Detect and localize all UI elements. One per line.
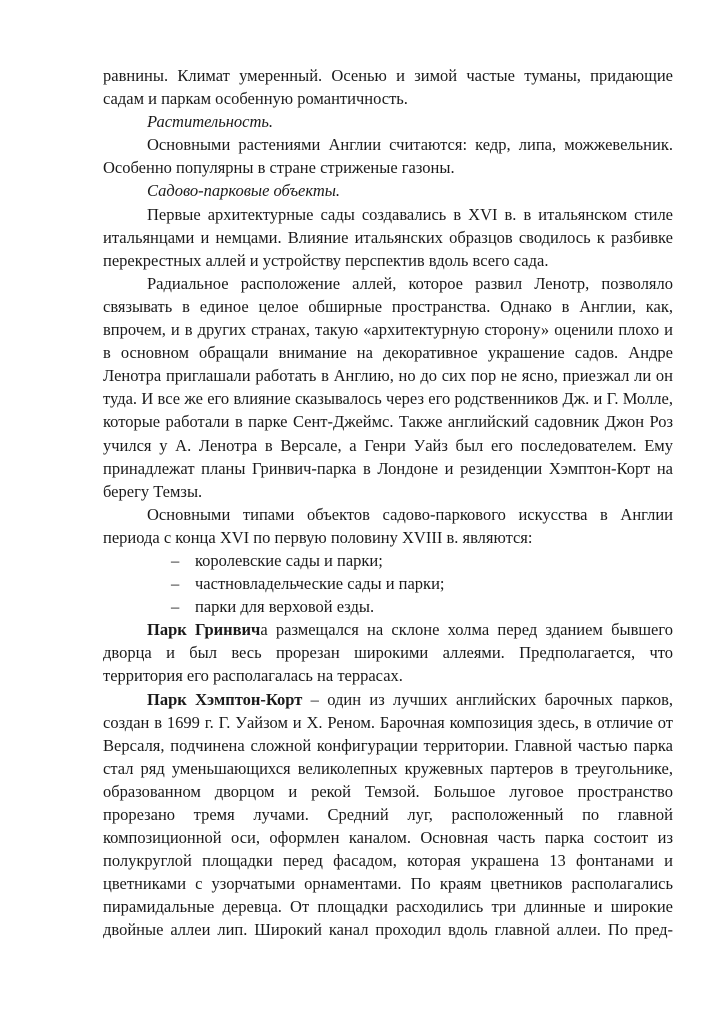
heading-vegetation: Растительность.: [147, 112, 274, 132]
list-item-text: парки для верховой езды.: [195, 597, 375, 617]
list-item-text: королевские сады и парки;: [195, 550, 383, 570]
list-item: [171, 549, 673, 572]
paragraph-radial-alleys: Радиальное расположение аллей, которое развил Ленотр, позволяло связывать в единое целое обширные пространства. Однако в Англии, как, впрочем, и в других странах, такую «архитектурную сторону» оценили плохо и в основном обращали внимание на декоративное украшение садов. Андре Ленотра приглашали работать в Англию, но до сих пор не ясно, приезжал ли он туда. И все же его влияние сказывалось через его родственников Дж. и Г. Молле, которые работали в парке Сент-Джеймс. Также английский садовник Джон Роз учился у А. Ленотра в Версале, а Генри Уайз был его последователем. Ему принадлежат планы Гринвич-парка в Лондоне и резиденции Хэмптон-Корт на берегу Темзы.: [103, 273, 673, 501]
paragraph-vegetation: Основными растениями Англии считаются: кедр, липа, можжевельник. Особенно популярны в стране стриженые газоны.: [103, 135, 673, 178]
list-item-text: частновладельческие сады и парки;: [195, 574, 445, 594]
list-item: [171, 572, 673, 595]
greenwich-text: а размещался на склоне холма перед зданием бывшего дворца и был весь прорезан широкими аллеями. Предполагается, что территория его располагалась на террасах.: [103, 620, 673, 686]
heading-garden-objects: Садово-парковые объекты.: [147, 181, 341, 201]
list-dash: –: [171, 574, 180, 594]
document-page: [103, 64, 673, 942]
list-item: [171, 595, 673, 618]
paragraph-climate: равнины. Климат умеренный. Осенью и зимой частые туманы, придающие садам и паркам особенную романтичность.: [103, 66, 673, 109]
list-dash: –: [171, 550, 180, 570]
hampton-court-text: – один из лучших английских барочных парков, создан в 1699 г. Г. Уайзом и Х. Реном. Барочная композиция здесь, в отличие от Версаля, подчинена сложной конфигурации территории. Главной частью парка стал ряд уменьшающихся великолепных кружевных партеров в треугольнике, образованном дворцом и рекой Темзой. Большое луговое пространство прорезано тремя лучами. Средний луг, расположенный по главной композиционной оси, оформлен каналом. Основная часть парка состоит из полукруглой площадки перед фасадом, которая украшена 13 фонтанами и цветниками с узорчатыми орнаментами. По краям цветников располагались пирамидальные деревца. От площадки расходились три длинные и широкие двойные аллеи лип. Широкий канал проходил вдоль главной аллеи. По пред-: [103, 689, 673, 940]
paragraph-greenwich: [103, 618, 673, 687]
term-greenwich-park: Парк Гринвич: [147, 620, 261, 640]
paragraph-hampton-court: [103, 688, 673, 942]
paragraph-object-types: Основными типами объектов садово-паркового искусства в Англии периода с конца XVI по первую половину XVIII в. являются:: [103, 504, 673, 547]
term-hampton-court: Парк Хэмптон-Корт: [147, 689, 303, 709]
list-dash: –: [171, 597, 180, 617]
paragraph-first-gardens: Первые архитектурные сады создавались в XVI в. в итальянском стиле итальянцами и немцами. Влияние итальянских образцов сводилось к разбивке перекрестных аллей и устройству перспектив вдоль всего сада.: [103, 204, 673, 270]
